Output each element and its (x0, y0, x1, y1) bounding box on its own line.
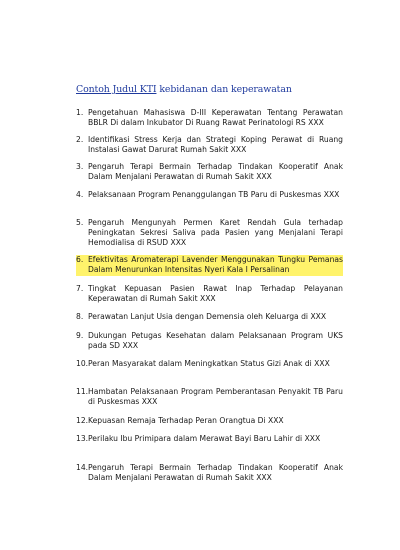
list-item (76, 387, 343, 407)
item-number: 13. (76, 434, 89, 443)
list-item (76, 312, 343, 322)
item-number: 9. (76, 331, 84, 340)
list-item (76, 331, 343, 351)
item-text: Pengaruh Mengunyah Permen Karet Rendah Gula terhadap Peningkatan Sekresi Saliva pada Pasien yang Menjalani Terapi Hemodialisa di RSUD XXX (88, 218, 343, 248)
item-text: Dukungan Petugas Kesehatan dalam Pelaksanaan Program UKS pada SD XXX (88, 331, 343, 351)
item-text: Pengaruh Terapi Bermain Terhadap Tindakan Kooperatif Anak Dalam Menjalani Perawatan di Rumah Sakit XXX (88, 162, 343, 182)
item-text: Efektivitas Aromaterapi Lavender Menggunakan Tungku Pemanas Dalam Menurunkan Intensitas Nyeri Kala I Persalinan (76, 255, 343, 275)
list-item (76, 108, 343, 128)
item-number: 4. (76, 190, 84, 199)
item-number: 14. (76, 463, 89, 472)
item-text: Pengetahuan Mahasiswa D-III Keperawatan Tentang Perawatan BBLR Di dalam Inkubator Di Ruang Rawat Perinatologi RS XXX (88, 108, 343, 128)
list-item (76, 463, 343, 483)
item-text: Identifikasi Stress Kerja dan Strategi Koping Perawat di Ruang Instalasi Gawat Darurat Rumah Sakit XXX (88, 135, 343, 155)
item-number: 2. (76, 135, 84, 144)
list-item (76, 190, 343, 200)
list-item (76, 135, 343, 155)
item-text: Perilaku Ibu Primipara dalam Merawat Bayi Baru Lahir di XXX (88, 434, 321, 443)
item-number: 3. (76, 162, 84, 171)
item-text: Pelaksanaan Program Penanggulangan TB Paru di Puskesmas XXX (88, 190, 340, 199)
item-number: 5. (76, 218, 84, 227)
title-rest: kebidanan dan keperawatan (156, 84, 292, 95)
item-number: 1. (76, 108, 84, 117)
item-text: Tingkat Kepuasan Pasien Rawat Inap Terhadap Pelayanan Keperawatan di Rumah Sakit XXX (88, 284, 343, 304)
item-number: 11. (76, 387, 89, 396)
item-number: 6. (76, 255, 84, 264)
item-number: 7. (76, 284, 84, 293)
item-text: Hambatan Pelaksanaan Program Pemberantasan Penyakit TB Paru di Puskesmas XXX (88, 387, 343, 407)
list-item-highlighted (76, 255, 343, 275)
list-item (76, 416, 343, 426)
list-item (76, 434, 343, 444)
item-text: Pengaruh Terapi Bermain Terhadap Tindakan Kooperatif Anak Dalam Menjalani Perawatan di Rumah Sakit XXX (88, 463, 343, 483)
title-underlined: Contoh Judul KTI (76, 84, 157, 95)
list-item (76, 359, 343, 369)
list-item (76, 218, 343, 249)
item-text: Perawatan Lanjut Usia dengan Demensia oleh Keluarga di XXX (88, 312, 327, 321)
item-number: 12. (76, 416, 89, 425)
item-text: Peran Masyarakat dalam Meningkatkan Status Gizi Anak di XXX (88, 359, 330, 368)
item-text: Kepuasan Remaja Terhadap Peran Orangtua Di XXX (88, 416, 284, 425)
list-item (76, 284, 343, 304)
document-title (76, 84, 292, 95)
list-item (76, 162, 343, 182)
item-number: 8. (76, 312, 84, 321)
item-number: 10. (76, 359, 89, 368)
